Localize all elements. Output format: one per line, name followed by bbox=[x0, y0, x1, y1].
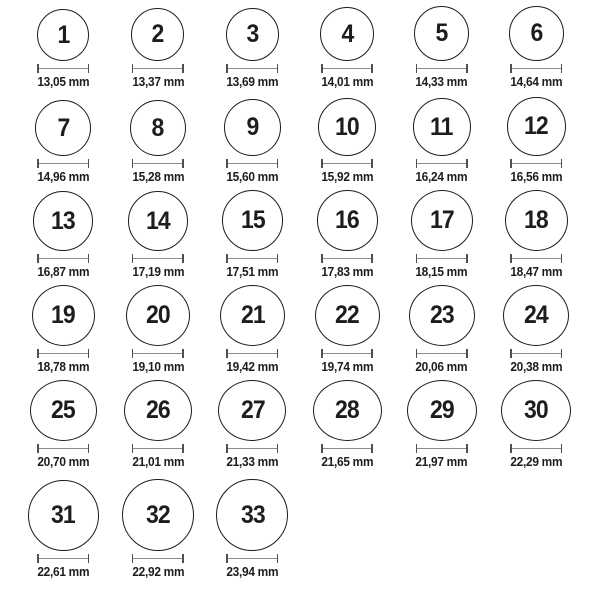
diameter-label: 16,24 mm bbox=[415, 170, 468, 184]
ring-size-number: 27 bbox=[240, 396, 265, 424]
diameter-measure-line bbox=[226, 159, 278, 168]
ring-size-number: 22 bbox=[335, 301, 359, 329]
diameter-measure-line bbox=[416, 349, 468, 358]
diameter-label: 13,69 mm bbox=[226, 75, 279, 89]
ring-circle bbox=[126, 285, 190, 346]
measure-tick-right-icon bbox=[88, 159, 90, 168]
ring-size-cell bbox=[300, 0, 395, 95]
measure-tick-right-icon bbox=[561, 254, 563, 263]
measure-tick-right-icon bbox=[466, 349, 468, 358]
measure-tick-right-icon bbox=[466, 444, 468, 453]
ring-circle bbox=[32, 285, 95, 346]
measure-tick-right-icon bbox=[371, 159, 373, 168]
ring-size-cell bbox=[16, 190, 111, 285]
ring-size-number: 8 bbox=[151, 113, 164, 142]
ring-circle bbox=[218, 380, 286, 441]
ring-size-number: 9 bbox=[246, 113, 259, 141]
ring-circle bbox=[220, 285, 285, 346]
ring-size-cell bbox=[205, 475, 300, 600]
measure-tick-right-icon bbox=[182, 64, 184, 73]
measure-horizontal-line bbox=[39, 258, 88, 260]
ring-size-number: 2 bbox=[151, 20, 164, 48]
ring-size-number: 32 bbox=[146, 500, 170, 529]
measure-tick-right-icon bbox=[561, 349, 563, 358]
ring-size-cell bbox=[394, 190, 489, 285]
measure-horizontal-line bbox=[228, 163, 277, 165]
ring-circle bbox=[33, 191, 93, 251]
diameter-measure-line bbox=[132, 64, 184, 73]
ring-size-cell bbox=[111, 190, 206, 285]
ring-circle bbox=[411, 190, 473, 251]
ring-size-number: 6 bbox=[530, 19, 543, 47]
measure-tick-right-icon bbox=[277, 254, 279, 263]
diameter-label: 19,10 mm bbox=[131, 360, 184, 374]
ring-size-cell bbox=[489, 190, 584, 285]
diameter-measure-line bbox=[37, 254, 89, 263]
diameter-measure-line bbox=[416, 64, 468, 73]
ring-size-number: 24 bbox=[524, 301, 549, 329]
measure-horizontal-line bbox=[512, 68, 561, 70]
diameter-label: 20,38 mm bbox=[510, 360, 563, 374]
measure-tick-right-icon bbox=[88, 349, 90, 358]
measure-horizontal-line bbox=[133, 68, 182, 70]
ring-size-number: 30 bbox=[524, 396, 549, 424]
measure-horizontal-line bbox=[133, 353, 182, 355]
diameter-label: 21,33 mm bbox=[226, 455, 279, 469]
ring-size-cell bbox=[16, 285, 111, 380]
measure-tick-right-icon bbox=[371, 254, 373, 263]
ring-size-number: 23 bbox=[429, 301, 454, 329]
measure-tick-right-icon bbox=[277, 159, 279, 168]
measure-horizontal-line bbox=[133, 163, 182, 165]
ring-size-number: 26 bbox=[146, 396, 170, 424]
diameter-label: 14,96 mm bbox=[37, 170, 90, 184]
diameter-label: 22,61 mm bbox=[37, 565, 90, 579]
ring-circle bbox=[35, 100, 91, 156]
measure-horizontal-line bbox=[323, 258, 372, 260]
ring-circle bbox=[413, 98, 471, 156]
ring-size-number: 3 bbox=[246, 20, 259, 48]
ring-size-number: 25 bbox=[51, 396, 76, 424]
diameter-label: 18,15 mm bbox=[415, 265, 468, 279]
diameter-measure-line bbox=[510, 349, 562, 358]
ring-circle bbox=[505, 190, 568, 251]
measure-horizontal-line bbox=[133, 448, 182, 450]
diameter-measure-line bbox=[132, 159, 184, 168]
ring-size-cell bbox=[111, 285, 206, 380]
ring-size-number: 14 bbox=[146, 206, 170, 235]
measure-tick-right-icon bbox=[88, 554, 90, 563]
diameter-measure-line bbox=[510, 159, 562, 168]
ring-size-cell bbox=[394, 285, 489, 380]
chart-row bbox=[16, 190, 584, 285]
measure-horizontal-line bbox=[417, 68, 466, 70]
ring-circle bbox=[224, 99, 281, 156]
diameter-label: 13,05 mm bbox=[37, 75, 90, 89]
measure-tick-right-icon bbox=[561, 159, 563, 168]
ring-circle bbox=[130, 100, 186, 156]
diameter-measure-line bbox=[132, 554, 184, 563]
measure-tick-right-icon bbox=[466, 159, 468, 168]
diameter-measure-line bbox=[37, 444, 89, 453]
diameter-label: 21,01 mm bbox=[131, 455, 184, 469]
ring-circle bbox=[507, 97, 566, 156]
measure-horizontal-line bbox=[39, 448, 88, 450]
ring-circle bbox=[503, 285, 569, 346]
ring-circle bbox=[131, 8, 184, 61]
measure-horizontal-line bbox=[39, 163, 88, 165]
measure-horizontal-line bbox=[228, 558, 277, 560]
diameter-measure-line bbox=[321, 254, 373, 263]
diameter-measure-line bbox=[226, 254, 278, 263]
diameter-label: 22,92 mm bbox=[131, 565, 184, 579]
ring-size-number: 21 bbox=[240, 301, 265, 329]
ring-size-number: 19 bbox=[51, 301, 76, 329]
ring-size-number: 33 bbox=[240, 500, 265, 529]
ring-size-number: 15 bbox=[240, 206, 265, 234]
diameter-label: 17,83 mm bbox=[321, 265, 374, 279]
measure-horizontal-line bbox=[39, 68, 88, 70]
diameter-label: 20,70 mm bbox=[37, 455, 90, 469]
measure-tick-right-icon bbox=[88, 444, 90, 453]
measure-horizontal-line bbox=[323, 163, 372, 165]
ring-size-cell bbox=[16, 0, 111, 95]
measure-horizontal-line bbox=[228, 448, 277, 450]
ring-size-number: 10 bbox=[335, 112, 359, 141]
diameter-measure-line bbox=[37, 349, 89, 358]
measure-tick-right-icon bbox=[466, 64, 468, 73]
ring-size-cell bbox=[489, 0, 584, 95]
measure-tick-right-icon bbox=[182, 349, 184, 358]
ring-circle bbox=[30, 380, 97, 441]
measure-tick-right-icon bbox=[371, 444, 373, 453]
ring-size-cell bbox=[205, 95, 300, 190]
ring-size-cell bbox=[394, 95, 489, 190]
diameter-label: 17,51 mm bbox=[226, 265, 279, 279]
diameter-label: 21,65 mm bbox=[321, 455, 374, 469]
diameter-label: 19,74 mm bbox=[321, 360, 374, 374]
ring-size-cell bbox=[111, 380, 206, 475]
ring-circle bbox=[222, 190, 283, 251]
diameter-label: 18,78 mm bbox=[37, 360, 90, 374]
chart-row bbox=[16, 380, 584, 475]
ring-size-number: 13 bbox=[51, 206, 76, 235]
ring-circle bbox=[317, 190, 378, 251]
diameter-label: 15,60 mm bbox=[226, 170, 279, 184]
diameter-measure-line bbox=[321, 159, 373, 168]
ring-circle bbox=[37, 9, 89, 61]
measure-tick-right-icon bbox=[88, 254, 90, 263]
measure-tick-right-icon bbox=[277, 349, 279, 358]
ring-size-cell bbox=[300, 95, 395, 190]
measure-tick-right-icon bbox=[561, 64, 563, 73]
measure-tick-right-icon bbox=[182, 159, 184, 168]
diameter-measure-line bbox=[510, 254, 562, 263]
ring-size-number: 18 bbox=[524, 206, 549, 234]
measure-horizontal-line bbox=[323, 353, 372, 355]
diameter-measure-line bbox=[37, 554, 89, 563]
ring-circle bbox=[318, 98, 376, 156]
diameter-label: 14,01 mm bbox=[321, 75, 374, 89]
diameter-label: 21,97 mm bbox=[415, 455, 468, 469]
ring-circle bbox=[315, 285, 380, 346]
ring-circle bbox=[124, 380, 192, 441]
ring-circle bbox=[28, 480, 99, 551]
diameter-label: 19,42 mm bbox=[226, 360, 279, 374]
diameter-label: 13,37 mm bbox=[131, 75, 184, 89]
measure-tick-right-icon bbox=[182, 554, 184, 563]
measure-horizontal-line bbox=[417, 353, 466, 355]
ring-size-number: 4 bbox=[341, 19, 354, 48]
ring-size-number: 5 bbox=[435, 19, 448, 47]
diameter-label: 22,29 mm bbox=[510, 455, 563, 469]
measure-tick-right-icon bbox=[277, 444, 279, 453]
ring-size-cell bbox=[300, 285, 395, 380]
diameter-label: 23,94 mm bbox=[226, 565, 279, 579]
ring-size-cell bbox=[489, 380, 584, 475]
ring-size-number: 29 bbox=[429, 396, 454, 424]
ring-size-cell bbox=[111, 95, 206, 190]
ring-size-number: 20 bbox=[146, 301, 170, 329]
diameter-measure-line bbox=[510, 444, 562, 453]
diameter-measure-line bbox=[416, 159, 468, 168]
chart-row bbox=[16, 285, 584, 380]
diameter-label: 14,33 mm bbox=[415, 75, 468, 89]
ring-size-number: 17 bbox=[429, 206, 454, 234]
diameter-label: 14,64 mm bbox=[510, 75, 563, 89]
measure-horizontal-line bbox=[39, 558, 88, 560]
diameter-measure-line bbox=[510, 64, 562, 73]
ring-size-number: 11 bbox=[430, 112, 453, 141]
ring-size-number: 16 bbox=[335, 206, 359, 234]
measure-horizontal-line bbox=[417, 258, 466, 260]
ring-circle bbox=[122, 479, 194, 551]
ring-size-number: 12 bbox=[524, 112, 549, 140]
ring-size-cell bbox=[394, 0, 489, 95]
measure-horizontal-line bbox=[512, 258, 561, 260]
ring-circle bbox=[320, 7, 374, 61]
ring-size-cell bbox=[205, 190, 300, 285]
ring-circle bbox=[226, 8, 279, 61]
diameter-label: 20,06 mm bbox=[415, 360, 468, 374]
diameter-label: 16,56 mm bbox=[510, 170, 563, 184]
measure-horizontal-line bbox=[133, 558, 182, 560]
ring-size-cell bbox=[300, 190, 395, 285]
ring-size-cell bbox=[205, 285, 300, 380]
measure-horizontal-line bbox=[512, 353, 561, 355]
diameter-measure-line bbox=[132, 254, 184, 263]
diameter-measure-line bbox=[132, 349, 184, 358]
diameter-measure-line bbox=[321, 444, 373, 453]
diameter-measure-line bbox=[37, 64, 89, 73]
measure-horizontal-line bbox=[417, 448, 466, 450]
measure-tick-right-icon bbox=[277, 64, 279, 73]
ring-circle bbox=[313, 380, 382, 441]
diameter-label: 15,92 mm bbox=[321, 170, 374, 184]
measure-horizontal-line bbox=[228, 353, 277, 355]
measure-horizontal-line bbox=[323, 448, 372, 450]
diameter-label: 16,87 mm bbox=[37, 265, 90, 279]
ring-size-cell bbox=[394, 380, 489, 475]
ring-size-number: 28 bbox=[335, 396, 359, 424]
chart-row bbox=[16, 475, 584, 600]
ring-size-cell bbox=[489, 95, 584, 190]
diameter-measure-line bbox=[321, 349, 373, 358]
diameter-measure-line bbox=[416, 444, 468, 453]
ring-circle bbox=[407, 380, 477, 441]
ring-size-cell bbox=[16, 95, 111, 190]
measure-horizontal-line bbox=[417, 163, 466, 165]
measure-tick-right-icon bbox=[277, 554, 279, 563]
ring-circle bbox=[216, 479, 288, 551]
ring-size-number: 31 bbox=[51, 501, 76, 529]
measure-horizontal-line bbox=[133, 258, 182, 260]
diameter-measure-line bbox=[321, 64, 373, 73]
measure-tick-right-icon bbox=[561, 444, 563, 453]
ring-circle bbox=[414, 6, 469, 61]
ring-size-number: 7 bbox=[57, 113, 70, 142]
measure-horizontal-line bbox=[323, 68, 372, 70]
ring-circle bbox=[501, 380, 571, 441]
ring-size-number: 1 bbox=[57, 20, 70, 49]
measure-horizontal-line bbox=[39, 353, 88, 355]
measure-tick-right-icon bbox=[182, 254, 184, 263]
ring-size-cell bbox=[205, 380, 300, 475]
chart-row bbox=[16, 0, 584, 95]
measure-horizontal-line bbox=[228, 258, 277, 260]
ring-size-cell bbox=[16, 380, 111, 475]
diameter-label: 18,47 mm bbox=[510, 265, 563, 279]
ring-size-cell bbox=[205, 0, 300, 95]
diameter-measure-line bbox=[132, 444, 184, 453]
measure-tick-right-icon bbox=[371, 349, 373, 358]
diameter-measure-line bbox=[416, 254, 468, 263]
ring-circle bbox=[409, 285, 475, 346]
measure-horizontal-line bbox=[512, 163, 561, 165]
ring-circle bbox=[128, 191, 188, 251]
ring-circle bbox=[509, 6, 564, 61]
ring-size-cell bbox=[111, 475, 206, 600]
measure-tick-right-icon bbox=[466, 254, 468, 263]
measure-tick-right-icon bbox=[88, 64, 90, 73]
ring-size-cell bbox=[16, 475, 111, 600]
diameter-label: 15,28 mm bbox=[131, 170, 184, 184]
diameter-measure-line bbox=[226, 64, 278, 73]
diameter-measure-line bbox=[226, 444, 278, 453]
diameter-measure-line bbox=[226, 349, 278, 358]
ring-size-cell bbox=[489, 285, 584, 380]
measure-horizontal-line bbox=[228, 68, 277, 70]
diameter-measure-line bbox=[37, 159, 89, 168]
measure-tick-right-icon bbox=[371, 64, 373, 73]
chart-row bbox=[16, 95, 584, 190]
diameter-measure-line bbox=[226, 554, 278, 563]
measure-horizontal-line bbox=[512, 448, 561, 450]
measure-tick-right-icon bbox=[182, 444, 184, 453]
ring-size-cell bbox=[111, 0, 206, 95]
diameter-label: 17,19 mm bbox=[131, 265, 184, 279]
ring-size-cell bbox=[300, 380, 395, 475]
